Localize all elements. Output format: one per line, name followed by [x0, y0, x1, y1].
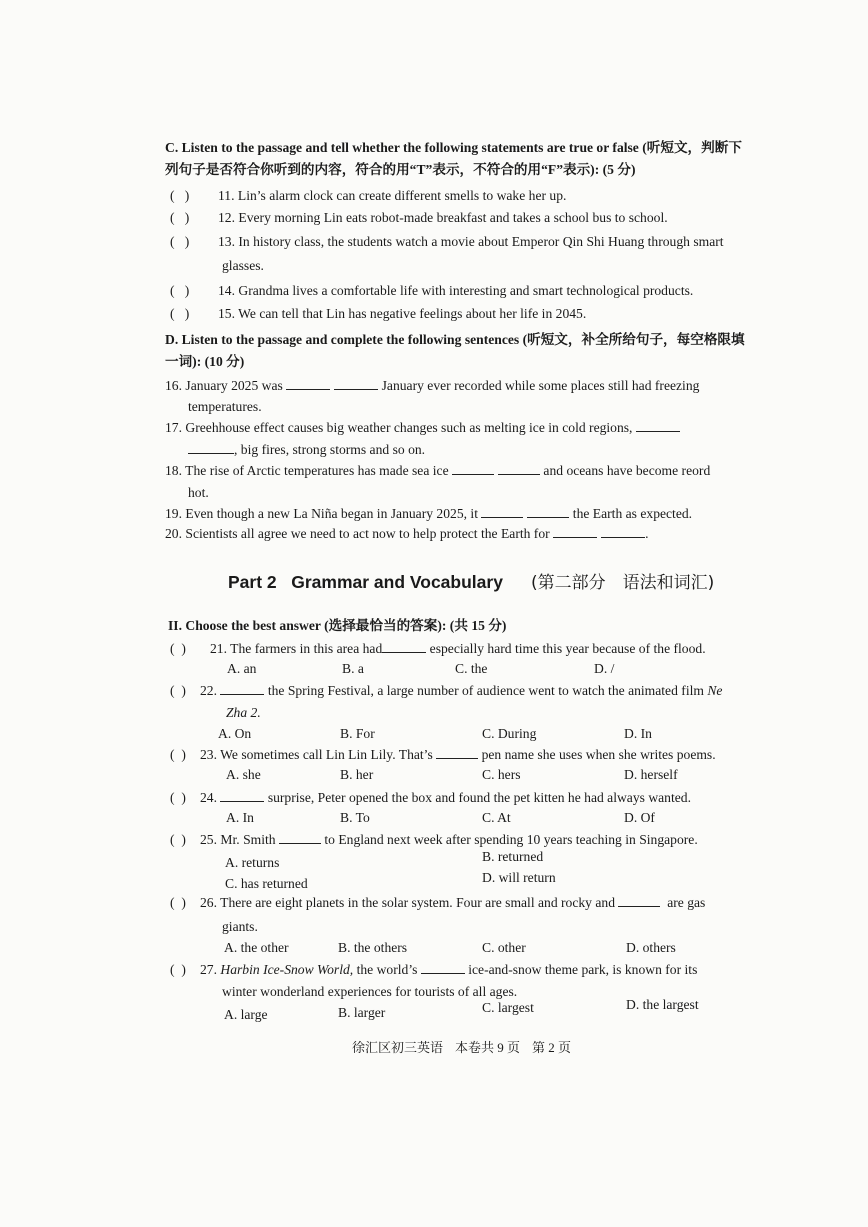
options-23 [222, 767, 782, 785]
option-c[interactable]: C. During [482, 726, 537, 741]
option-a[interactable]: A. On [218, 726, 252, 741]
option-a[interactable]: A. In [226, 810, 254, 825]
option-d[interactable]: D. others [626, 940, 676, 955]
options-27 [222, 997, 782, 1023]
option-a[interactable]: A. she [226, 767, 261, 782]
question-14: ( ) 14. Grandma lives a comfortable life with interesting and smart technological products. [170, 283, 694, 298]
part-2-title: Part 2 Grammar and Vocabulary (第二部分 语法和词汇) [228, 572, 715, 593]
answer-blank[interactable] [220, 789, 264, 802]
question-17-continued: , big fires, strong storms and so on. [188, 441, 768, 459]
answer-blank[interactable] [421, 961, 465, 974]
answer-blank[interactable] [452, 462, 494, 475]
option-d[interactable]: D. will return [482, 870, 556, 885]
option-b[interactable]: B. To [340, 810, 370, 825]
answer-blank[interactable] [498, 462, 540, 475]
option-d[interactable]: D. Of [624, 810, 655, 825]
option-c[interactable]: C. largest [482, 1000, 534, 1015]
options-25 [222, 849, 782, 897]
question-26: ( ) 26. There are eight planets in the solar system. Four are small and rocky and are gas [170, 895, 706, 910]
question-11: ( ) 11. Lin’s alarm clock can create different smells to wake her up. [170, 188, 567, 203]
options-21 [222, 661, 782, 679]
answer-blank[interactable] [618, 894, 660, 907]
options-24 [222, 810, 782, 828]
option-b[interactable]: B. her [340, 767, 374, 782]
question-16: 16. January 2025 was January ever recorded while some places still had freezing [165, 378, 700, 393]
question-12: ( ) 12. Every morning Lin eats robot-made breakfast and takes a school bus to school. [170, 210, 668, 225]
option-b[interactable]: B. a [342, 661, 364, 676]
question-15: ( ) 15. We can tell that Lin has negative feelings about her life in 2045. [170, 306, 587, 321]
answer-blank[interactable] [636, 419, 680, 432]
answer-blank[interactable] [334, 377, 378, 390]
footer-page-number: 第 2 页 [532, 1040, 572, 1055]
answer-blank[interactable] [527, 505, 569, 518]
answer-blank[interactable] [553, 525, 597, 538]
options-26 [222, 940, 782, 958]
option-b[interactable]: B. the others [338, 940, 408, 955]
answer-blank[interactable] [382, 640, 426, 653]
question-16-continued: temperatures. [188, 399, 262, 414]
question-26-continued: giants. [222, 919, 258, 934]
option-d[interactable]: D. In [624, 726, 652, 741]
question-21: ( ) 21. The farmers in this area had especially hard time this year because of the flood. [170, 641, 706, 656]
answer-blank[interactable] [436, 746, 478, 759]
question-17: 17. Greehhouse effect causes big weather changes such as melting ice in cold regions, [165, 419, 745, 437]
option-d[interactable]: D. herself [624, 767, 678, 782]
answer-blank[interactable] [286, 377, 330, 390]
question-19: 19. Even though a new La Niña began in January 2025, it the Earth as expected. [165, 506, 693, 521]
question-18-continued: hot. [188, 485, 209, 500]
answer-blank[interactable] [279, 831, 321, 844]
footer-school: 徐汇区初三英语 [352, 1040, 444, 1055]
option-d[interactable]: D. / [594, 661, 615, 676]
question-27: ( ) 27. Harbin Ice-Snow World, the world’s ice-and-snow theme park, is known for its [170, 962, 698, 977]
option-c[interactable]: C. At [482, 810, 511, 825]
question-24: ( ) 24. surprise, Peter opened the box and found the pet kitten he had always wanted. [170, 790, 691, 805]
question-22-continued: Zha 2. [226, 705, 261, 720]
page-footer [352, 1040, 583, 1056]
answer-blank[interactable] [481, 505, 523, 518]
question-18: 18. The rise of Arctic temperatures has made sea ice and oceans have become reord [165, 463, 711, 478]
question-27-continued: winter wonderland experiences for tourists of all ages. [222, 984, 518, 999]
question-20: 20. Scientists all agree we need to act now to help protect the Earth for . [165, 526, 649, 541]
option-a[interactable]: A. the other [224, 940, 289, 955]
question-22: ( ) 22. the Spring Festival, a large number of audience went to watch the animated film Ne [170, 683, 723, 698]
question-13: ( ) 13. In history class, the students watch a movie about Emperor Qin Shi Huang through smart [170, 234, 724, 249]
answer-blank[interactable] [188, 441, 234, 454]
answer-blank[interactable] [601, 525, 645, 538]
question-25: ( ) 25. Mr. Smith to England next week after spending 10 years teaching in Singapore. [170, 832, 698, 847]
option-a[interactable]: A. large [224, 1007, 268, 1022]
answer-blank[interactable] [220, 682, 264, 695]
option-d[interactable]: D. the largest [626, 997, 699, 1012]
section-c-heading: C. Listen to the passage and tell whether the following statements are true or false (听短文，判断下列句子是否符合你听到的内容，符合的用“T”表示，不符合的用“F”表示): (5 分) [165, 140, 742, 177]
option-a[interactable]: A. an [227, 661, 257, 676]
section-ii-heading: II. Choose the best answer (选择最恰当的答案): (共 15 分) [168, 618, 507, 633]
question-23: ( ) 23. We sometimes call Lin Lin Lily. That’s pen name she uses when she writes poems. [170, 747, 716, 762]
option-b[interactable]: B. returned [482, 849, 544, 864]
section-d-heading: D. Listen to the passage and complete the following sentences (听短文，补全所给句子，每空格限填一词): (10 分) [165, 332, 745, 369]
option-c[interactable]: C. hers [482, 767, 521, 782]
option-c[interactable]: C. has returned [225, 876, 308, 891]
option-c[interactable]: C. other [482, 940, 526, 955]
option-a[interactable]: A. returns [225, 855, 280, 870]
option-b[interactable]: B. For [340, 726, 375, 741]
footer-total-pages: 本卷共 9 页 [455, 1040, 521, 1055]
question-13-continued: glasses. [222, 258, 264, 273]
option-b[interactable]: B. larger [338, 1005, 386, 1020]
option-c[interactable]: C. the [455, 661, 488, 676]
options-22 [218, 726, 778, 744]
